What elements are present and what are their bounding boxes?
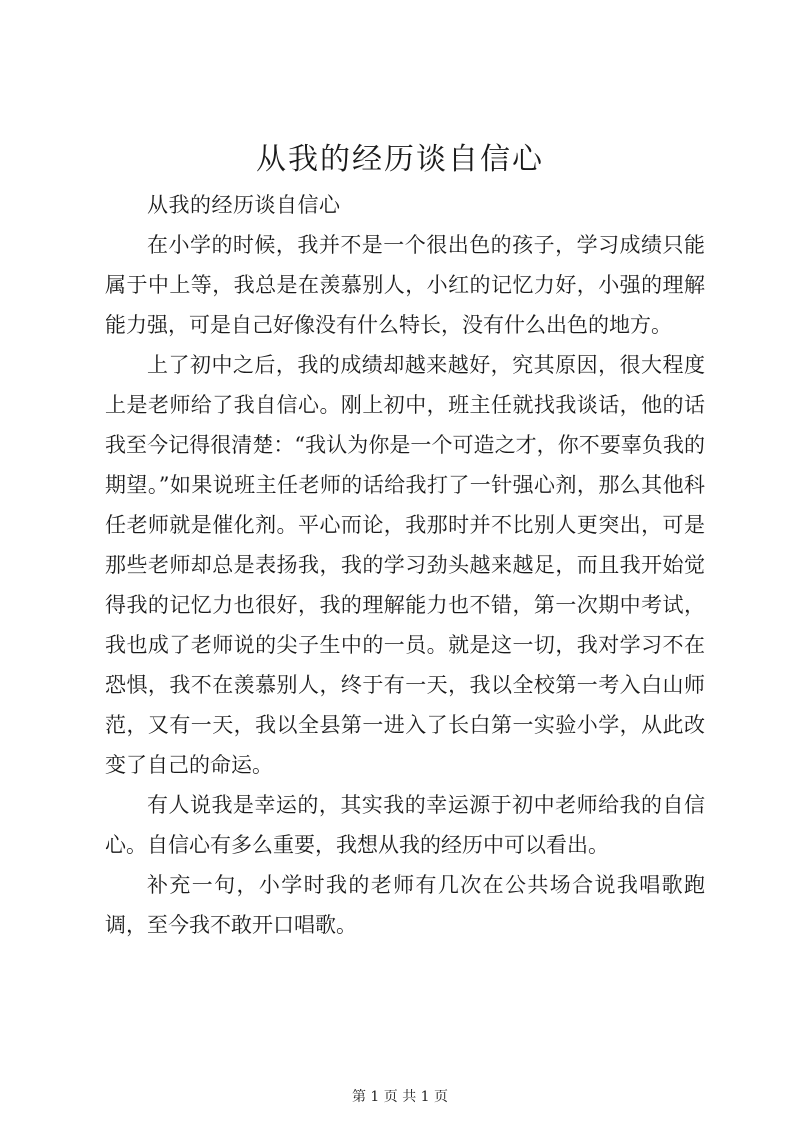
paragraph: 有人说我是幸运的，其实我的幸运源于初中老师给我的自信心。自信心有多么重要，我想从我的经历中可以看出。 bbox=[105, 793, 705, 857]
document-title: 从我的经历谈自信心 bbox=[256, 142, 544, 177]
paragraph: 上了初中之后，我的成绩却越来越好，究其原因，很大程度上是老师给了我自信心。刚上初中，班主任就找我谈话，他的话我至今记得很清楚：“我认为你是一个可造之才，你不要辜负我的期望。”如果说班主任老师的话给我打了一针强心剂，那么其他科任老师就是催化剂。平心而论，我那时并不比别人更突出，可是那些老师却总是表扬我，我的学习劲头越来越足，而且我开始觉得我的记忆力也很好，我的理解能力也不错，第一次期中考试，我也成了老师说的尖子生中的一员。就是这一切，我对学习不在恐惧，我不在羡慕别人，终于有一天，我以全校第一考入白山师范，又有一天，我以全县第一进入了长白第一实验小学，从此改变了自己的命运。 bbox=[105, 353, 705, 777]
paragraph: 在小学的时候，我并不是一个很出色的孩子，学习成绩只能属于中上等，我总是在羡慕别人，小红的记忆力好，小强的理解能力强，可是自己好像没有什么特长，没有什么出色的地方。 bbox=[105, 233, 705, 337]
document-body bbox=[105, 185, 705, 945]
paragraph: 补充一句，小学时我的老师有几次在公共场合说我唱歌跑调，至今我不敢开口唱歌。 bbox=[105, 873, 705, 937]
paragraph-subtitle: 从我的经历谈自信心 bbox=[147, 193, 341, 217]
page-footer-indicator: 第 1 页 共 1 页 bbox=[351, 1089, 449, 1105]
